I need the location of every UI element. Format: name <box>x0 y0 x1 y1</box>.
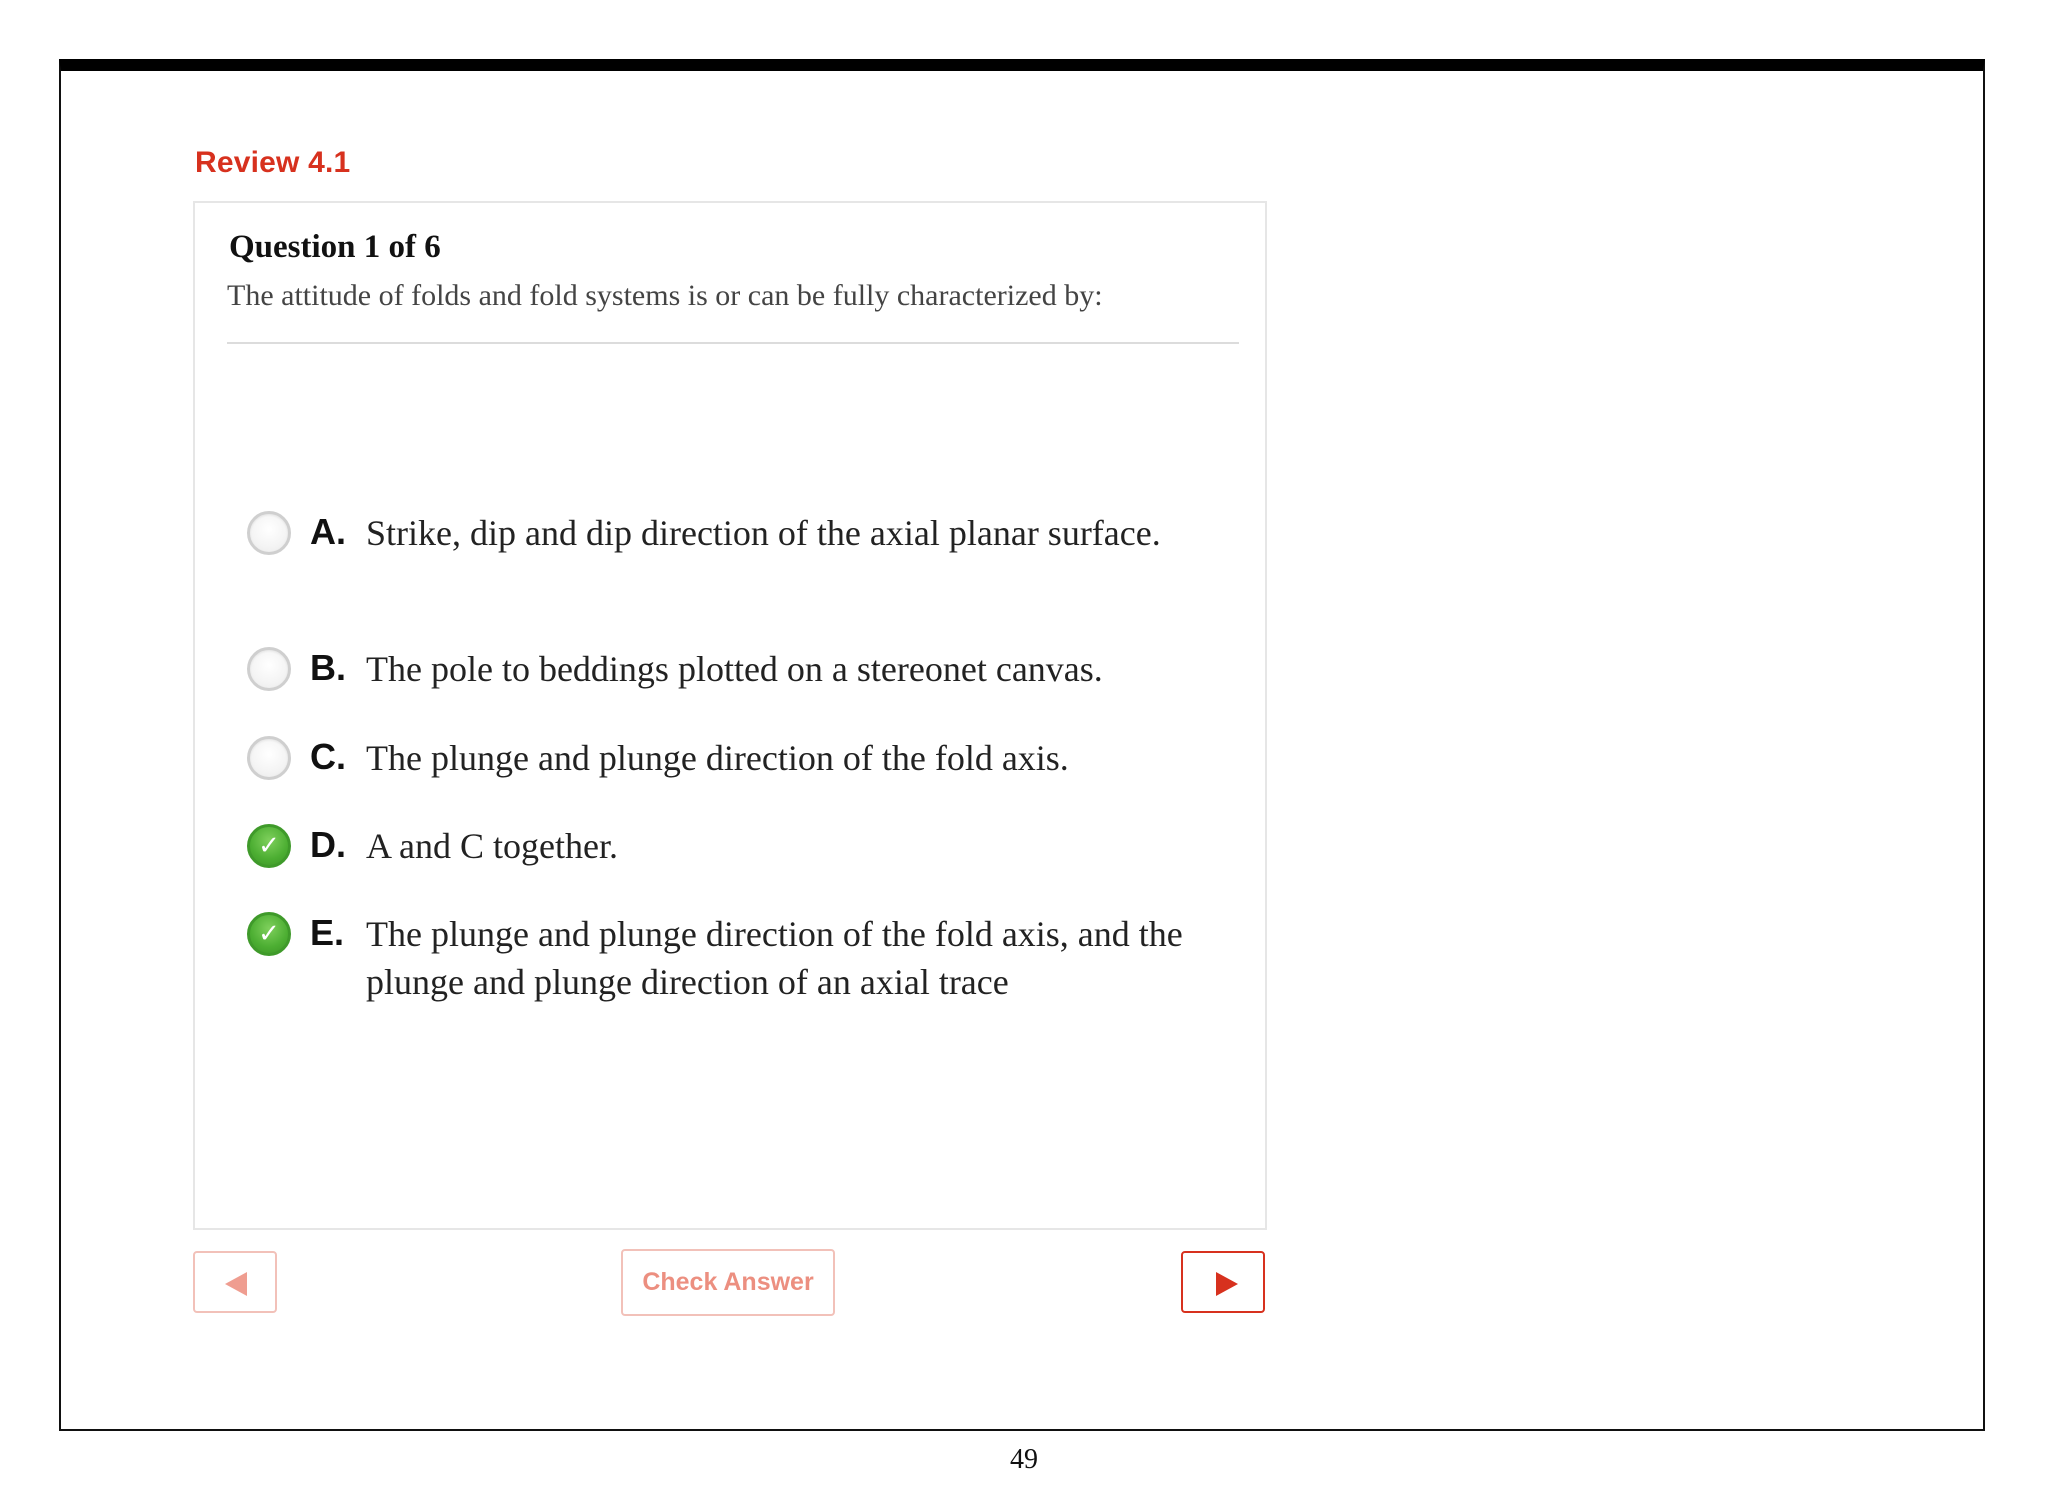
question-prompt: The attitude of folds and fold systems is or can be fully characterized by: <box>227 279 1103 312</box>
previous-button[interactable] <box>193 1251 277 1313</box>
option-text: Strike, dip and dip direction of the axial planar surface. <box>366 513 1161 553</box>
option-letter: C. <box>310 736 346 777</box>
option-b[interactable] <box>247 645 1247 693</box>
radio-button-a[interactable] <box>247 511 291 555</box>
option-letter: B. <box>310 647 346 688</box>
triangle-left-icon <box>225 1272 247 1296</box>
option-text: The pole to beddings plotted on a stereonet canvas. <box>366 649 1103 689</box>
option-text: The plunge and plunge direction of the fold axis, and the plunge and plunge direction of an axial trace <box>366 914 1183 1002</box>
radio-button-c[interactable] <box>247 736 291 780</box>
divider <box>227 342 1239 344</box>
radio-button-b[interactable] <box>247 647 291 691</box>
option-a[interactable] <box>247 509 1247 557</box>
option-text: A and C together. <box>366 826 618 866</box>
option-text: The plunge and plunge direction of the fold axis. <box>366 738 1069 778</box>
quiz-card <box>193 201 1267 1230</box>
check-answer-button[interactable]: Check Answer <box>621 1249 835 1316</box>
option-d[interactable] <box>247 822 1247 870</box>
review-title: Review 4.1 <box>195 146 351 179</box>
triangle-right-icon <box>1216 1272 1238 1296</box>
question-counter: Question 1 of 6 <box>229 229 441 265</box>
option-e[interactable] <box>247 910 1247 1006</box>
checkmark-icon[interactable]: ✓ <box>247 912 291 956</box>
page-number: 49 <box>1010 1444 1038 1475</box>
next-button[interactable] <box>1181 1251 1265 1313</box>
checkmark-icon[interactable]: ✓ <box>247 824 291 868</box>
option-letter: A. <box>310 511 346 552</box>
option-letter: D. <box>310 824 346 865</box>
option-c[interactable] <box>247 734 1247 782</box>
option-letter: E. <box>310 912 345 953</box>
